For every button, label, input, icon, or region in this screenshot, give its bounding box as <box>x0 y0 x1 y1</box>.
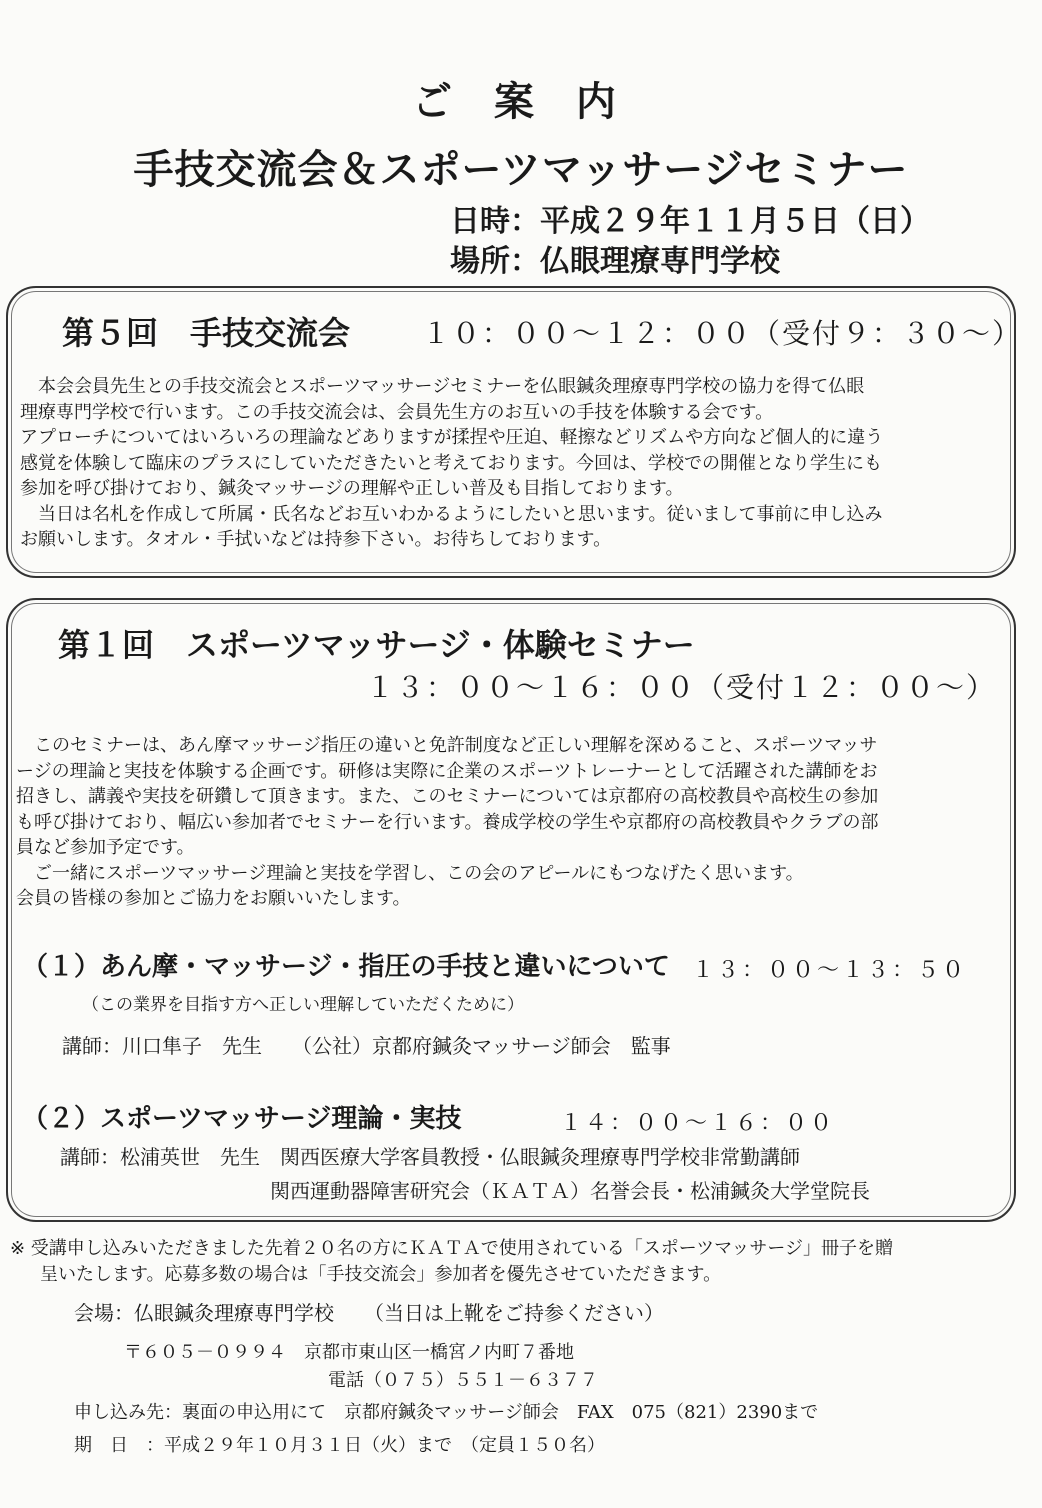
item1-note: （この業界を目指す方へ正しい理解していただくために） <box>82 995 524 1015</box>
body-line: お願いします。タオル・手拭いなどは持参下さい。お待ちしております。 <box>20 529 612 550</box>
body-line: も呼び掛けており、幅広い参加者でセミナーを行います。養成学校の学生や京都府の高校教員やクラブの部 <box>16 811 879 833</box>
section-exchange-body <box>20 374 883 553</box>
body-line: 当日は名札を作成して所属・氏名などお互いわかるようにしたいと思います。従いまして事前に申し込み <box>20 503 883 525</box>
event-date: 日時：平成２９年１１月５日（日） <box>450 204 930 239</box>
item2-lecturer: 講師：松浦英世 先生 関西医療大学客員教授・仏眼鍼灸理療専門学校非常勤講師 <box>60 1145 800 1169</box>
item1-time: １３：００～１３：５０ <box>692 958 968 983</box>
body-line: ージの理論と実技を体験する企画です。研修は実際に企業のスポーツトレーナーとして活躍された講師をお <box>16 760 878 782</box>
address: 〒６０５－０９９４ 京都市東山区一橋宮ノ内町７番地 <box>124 1342 574 1363</box>
body-line: 参加を呼び掛けており、鍼灸マッサージの理解や正しい普及も目指しております。 <box>20 478 684 499</box>
section-exchange-heading: 第５回 手技交流会 <box>62 314 351 352</box>
body-line: アプローチについてはいろいろの理論などありますが揉捏や圧迫、軽擦などリズムや方向など個人的に違う <box>20 427 884 448</box>
section-seminar-body <box>16 733 879 912</box>
item2-time: １４：００～１６：００ <box>560 1111 836 1136</box>
section-exchange-time: １０：００～１２：００（受付９：３０～） <box>422 317 1023 350</box>
body-line: 員など参加予定です。 <box>16 837 195 858</box>
event-subtitle: 手技交流会＆スポーツマッサージセミナー <box>133 147 909 193</box>
gift-note-line2: 呈いたします。応募多数の場合は「手技交流会」参加者を優先させていただきます。 <box>40 1264 722 1285</box>
telephone: 電話（０７５）５５１－６３７７ <box>328 1370 598 1391</box>
item1-lecturer: 講師：川口隼子 先生 （公社）京都府鍼灸マッサージ師会 監事 <box>62 1034 671 1058</box>
page-title: ご 案 内 <box>412 79 630 125</box>
gift-note-line1: ※ 受講申し込みいただきました先着２０名の方にＫＡＴＡで使用されている「スポーツマッサージ」冊子を贈 <box>10 1238 893 1259</box>
event-place: 場所：仏眼理療専門学校 <box>450 244 780 279</box>
application-info: 申し込み先：裏面の申込用にて 京都府鍼灸マッサージ師会 FAX 075（821）2390まで <box>74 1402 819 1423</box>
body-line: 感覚を体験して臨床のプラスにしていただきたいと考えております。今回は、学校での開催となり学生にも <box>20 452 883 474</box>
body-line: このセミナーは、あん摩マッサージ指圧の違いと免許制度など正しい理解を深めること、スポーツマッサ <box>16 735 878 756</box>
item2-heading: （２）スポーツマッサージ理論・実技 <box>22 1104 462 1134</box>
item1-heading: （１）あん摩・マッサージ・指圧の手技と違いについて <box>22 952 670 982</box>
body-line: 本会会員先生との手技交流会とスポーツマッサージセミナーを仏眼鍼灸理療専門学校の協力を得て仏眼 <box>20 376 865 397</box>
body-line: 招きし、講義や実技を研鑽して頂きます。また、このセミナーについては京都府の高校教員や高校生の参加 <box>16 786 879 807</box>
venue: 会場：仏眼鍼灸理療専門学校 （当日は上靴をご持参ください） <box>74 1301 664 1325</box>
body-line: ご一緒にスポーツマッサージ理論と実技を学習し、この会のアピールにもつなげたく思います。 <box>16 862 804 884</box>
body-line: 理療専門学校で行います。この手技交流会は、会員先生方のお互いの手技を体験する会です。 <box>20 401 774 423</box>
section-seminar-heading: 第１回 スポーツマッサージ・体験セミナー <box>58 626 695 664</box>
deadline: 期 日 ：平成２９年１０月３１日（火）まで （定員１５０名） <box>74 1435 605 1456</box>
section-seminar-time: １３：００～１６：００（受付１２：００～） <box>366 671 997 704</box>
body-line: 会員の皆様の参加とご協力をお願いいたします。 <box>16 888 411 909</box>
item2-lecturer-title: 関西運動器障害研究会（ＫＡＴＡ）名誉会長・松浦鍼灸大学堂院長 <box>270 1179 870 1203</box>
